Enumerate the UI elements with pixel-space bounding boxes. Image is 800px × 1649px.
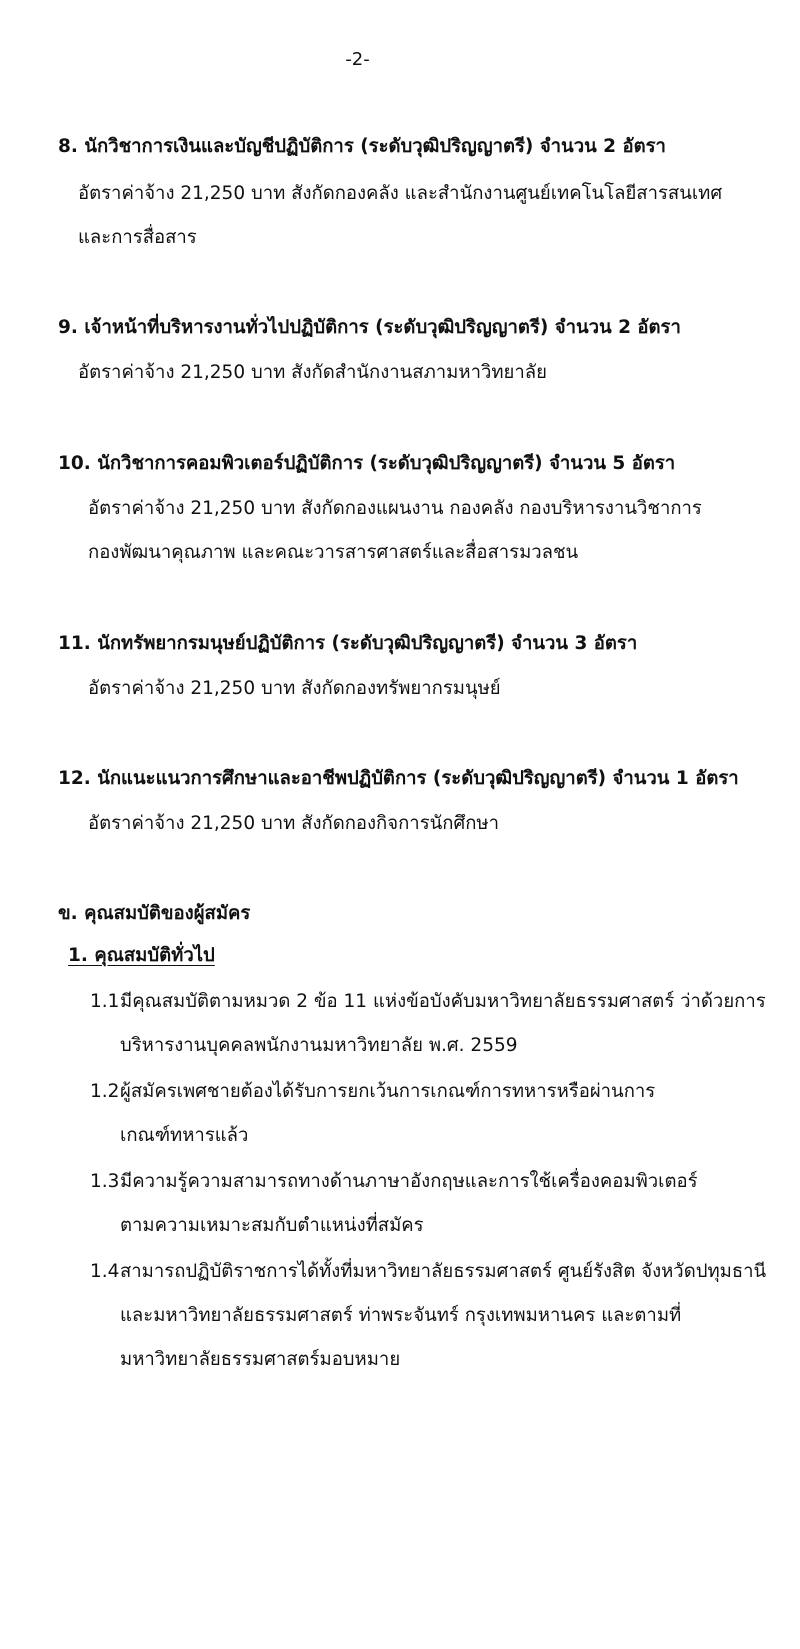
section-heading: ข. คุณสมบัติของผู้สมัคร xyxy=(58,903,251,924)
qualification-text: และมหาวิทยาลัยธรรมศาสตร์ ท่าพระจันทร์ กรุงเทพมหานคร และตามที่ xyxy=(120,1305,682,1326)
position-detail: อัตราค่าจ้าง 21,250 บาท สังกัดสำนักงานสภามหาวิทยาลัย xyxy=(78,362,547,383)
position-title: 9. เจ้าหน้าที่บริหารงานทั่วไปปฏิบัติการ (ระดับวุฒิปริญญาตรี) จำนวน 2 อัตรา xyxy=(58,317,681,338)
qualification-text: เกณฑ์ทหารแล้ว xyxy=(120,1125,249,1146)
qualification-text: ตามความเหมาะสมกับตำแหน่งที่สมัคร xyxy=(120,1215,424,1236)
position-detail: อัตราค่าจ้าง 21,250 บาท สังกัดกองแผนงาน กองคลัง กองบริหารงานวิชาการ xyxy=(88,498,702,519)
qualification-text: มหาวิทยาลัยธรรมศาสตร์มอบหมาย xyxy=(120,1349,401,1370)
position-detail: อัตราค่าจ้าง 21,250 บาท สังกัดกองทรัพยากรมนุษย์ xyxy=(88,678,501,699)
qualification-number: 1.3 xyxy=(90,1171,120,1192)
qualification-text: มีความรู้ความสามารถทางด้านภาษาอังกฤษและการใช้เครื่องคอมพิวเตอร์ xyxy=(120,1171,698,1192)
qualification-number: 1.2 xyxy=(90,1081,120,1102)
position-title: 11. นักทรัพยากรมนุษย์ปฏิบัติการ (ระดับวุฒิปริญญาตรี) จำนวน 3 อัตรา xyxy=(58,633,638,654)
position-detail: อัตราค่าจ้าง 21,250 บาท สังกัดกองกิจการนักศึกษา xyxy=(88,813,500,834)
section-subheading: 1. คุณสมบัติทั่วไป xyxy=(68,945,215,966)
qualification-text: สามารถปฏิบัติราชการได้ทั้งที่มหาวิทยาลัยธรรมศาสตร์ ศูนย์รังสิต จังหวัดปทุมธานี xyxy=(120,1261,767,1282)
qualification-text: ผู้สมัครเพศชายต้องได้รับการยกเว้นการเกณฑ์การทหารหรือผ่านการ xyxy=(120,1081,656,1102)
position-title: 8. นักวิชาการเงินและบัญชีปฏิบัติการ (ระดับวุฒิปริญญาตรี) จำนวน 2 อัตรา xyxy=(58,136,666,157)
position-detail: กองพัฒนาคุณภาพ และคณะวารสารศาสตร์และสื่อสารมวลชน xyxy=(88,542,579,563)
position-detail: อัตราค่าจ้าง 21,250 บาท สังกัดกองคลัง และสำนักงานศูนย์เทคโนโลยีสารสนเทศ xyxy=(78,183,723,204)
position-detail: และการสื่อสาร xyxy=(78,227,197,248)
position-title: 10. นักวิชาการคอมพิวเตอร์ปฏิบัติการ (ระดับวุฒิปริญญาตรี) จำนวน 5 อัตรา xyxy=(58,453,676,474)
qualification-number: 1.1 xyxy=(90,991,120,1012)
position-title: 12. นักแนะแนวการศึกษาและอาชีพปฏิบัติการ (ระดับวุฒิปริญญาตรี) จำนวน 1 อัตรา xyxy=(58,768,739,789)
page-number: -2- xyxy=(345,49,370,70)
qualification-text: มีคุณสมบัติตามหมวด 2 ข้อ 11 แห่งข้อบังคับมหาวิทยาลัยธรรมศาสตร์ ว่าด้วยการ xyxy=(120,991,766,1012)
qualification-number: 1.4 xyxy=(90,1261,120,1282)
qualification-text: บริหารงานบุคคลพนักงานมหาวิทยาลัย พ.ศ. 2559 xyxy=(120,1035,518,1056)
